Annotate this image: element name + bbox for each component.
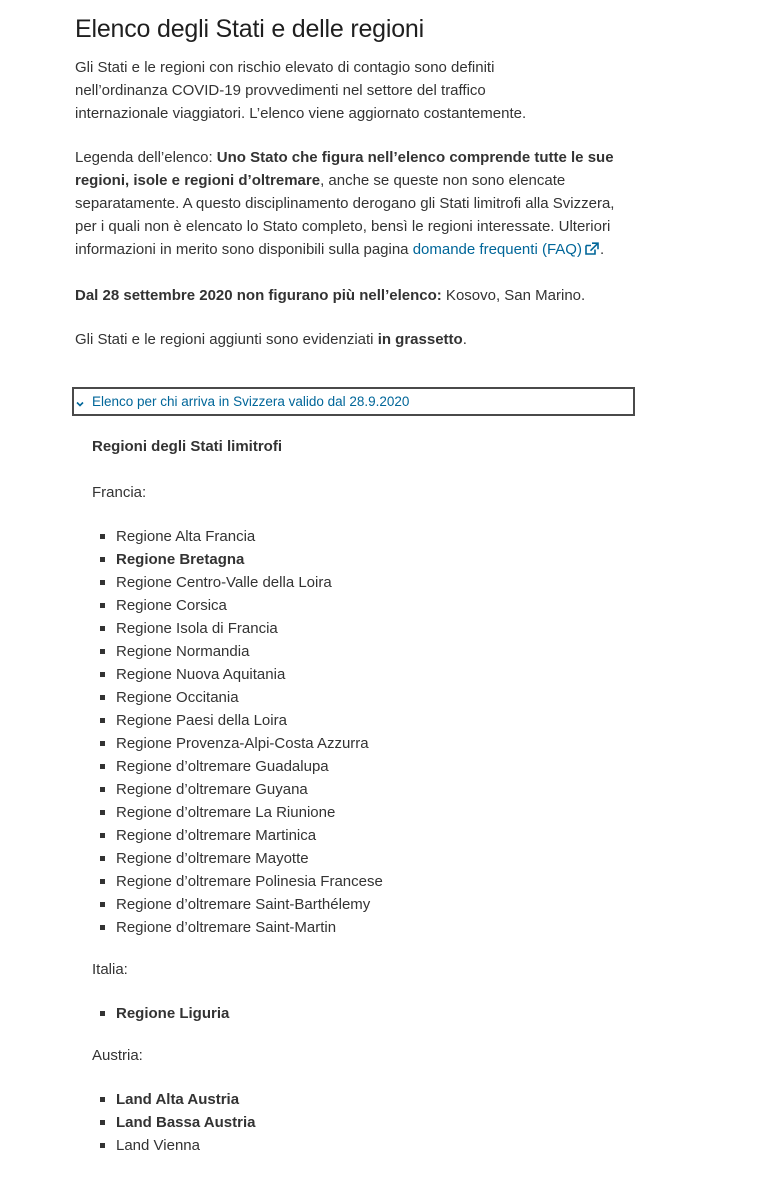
- intro-paragraph: Gli Stati e le regioni con rischio elevato di contagio sono definiti nell’ordinanza COVID-19 provvedimenti nel settore del traffico internazionale viaggiatori. L’elenco viene aggiornato costantemente.: [75, 59, 527, 122]
- legend-end: .: [599, 241, 605, 258]
- bold-note-bold-text: in grassetto: [377, 331, 463, 348]
- list-item: Regione Liguria: [116, 1002, 612, 1025]
- list-item: Regione d’oltremare Guadalupa: [116, 755, 612, 778]
- bold-note-paragraph: [75, 328, 635, 351]
- list-item: Regione d’oltremare La Riunione: [116, 801, 612, 824]
- list-item: Regione d’oltremare Mayotte: [116, 847, 612, 870]
- country-list: [92, 481, 612, 1157]
- list-item: Land Vienna: [116, 1134, 612, 1157]
- region-list: [92, 1002, 612, 1025]
- list-item: Land Alta Austria: [116, 1088, 612, 1111]
- list-item: Regione Nuova Aquitania: [116, 663, 612, 686]
- section-subheading: Regioni degli Stati limitrofi: [92, 438, 283, 455]
- list-item: Regione Centro-Valle della Loira: [116, 571, 612, 594]
- list-item: Regione Normandia: [116, 640, 612, 663]
- page-title: Elenco degli Stati e delle regioni: [75, 15, 424, 43]
- region-list: [92, 1088, 612, 1157]
- accordion-toggle[interactable]: [72, 387, 635, 416]
- list-item: Regione d’oltremare Saint-Barthélemy: [116, 893, 612, 916]
- list-item: Regione d’oltremare Guyana: [116, 778, 612, 801]
- list-item: Land Bassa Austria: [116, 1111, 612, 1134]
- accordion-label[interactable]: Elenco per chi arriva in Svizzera valido dal 28.9.2020: [92, 394, 410, 409]
- country-heading: Francia:: [92, 484, 147, 501]
- main-content: [75, 0, 635, 351]
- list-item: Regione Corsica: [116, 594, 612, 617]
- removed-bold-text: Dal 28 settembre 2020 non figurano più nell’elenco:: [75, 287, 442, 304]
- legend-prefix: Legenda dell’elenco:: [75, 149, 217, 166]
- external-link-icon[interactable]: [584, 240, 600, 263]
- list-item: Regione d’oltremare Polinesia Francese: [116, 870, 612, 893]
- list-item: Regione Alta Francia: [116, 525, 612, 548]
- legend-bold-text: Uno Stato che figura nell’elenco comprende tutte le sue regioni, isole e regioni d’oltremare: [75, 149, 614, 189]
- list-item: Regione Isola di Francia: [116, 617, 612, 640]
- faq-link-label[interactable]: domande frequenti (FAQ): [412, 241, 582, 258]
- removed-rest: Kosovo, San Marino.: [441, 287, 586, 304]
- removed-paragraph: [75, 284, 635, 307]
- bold-note-prefix: Gli Stati e le regioni aggiunti sono evidenziati: [75, 331, 378, 348]
- chevron-down-icon[interactable]: [75, 396, 85, 406]
- faq-link[interactable]: [413, 241, 600, 258]
- legend-rest: , anche se queste non sono elencate separatamente. A questo disciplinamento derogano gli Stati limitrofi alla Svizzera, per i quali non è elencato lo Stato completo, bensì le regioni interessate. Ulteriori informazioni in merito sono disponibili sulla pagina: [75, 172, 615, 258]
- list-item: Regione d’oltremare Saint-Martin: [116, 916, 612, 939]
- list-item: Regione Paesi della Loira: [116, 709, 612, 732]
- list-item: Regione d’oltremare Martinica: [116, 824, 612, 847]
- bold-note-end: .: [462, 331, 467, 348]
- country-heading: Italia:: [92, 961, 128, 978]
- accordion-content: [92, 434, 612, 1157]
- legend-paragraph: [75, 146, 620, 263]
- list-item: Regione Occitania: [116, 686, 612, 709]
- list-item: Regione Provenza-Alpi-Costa Azzurra: [116, 732, 612, 755]
- country-heading: Austria:: [92, 1047, 143, 1064]
- region-list: [92, 525, 612, 939]
- list-item: Regione Bretagna: [116, 548, 612, 571]
